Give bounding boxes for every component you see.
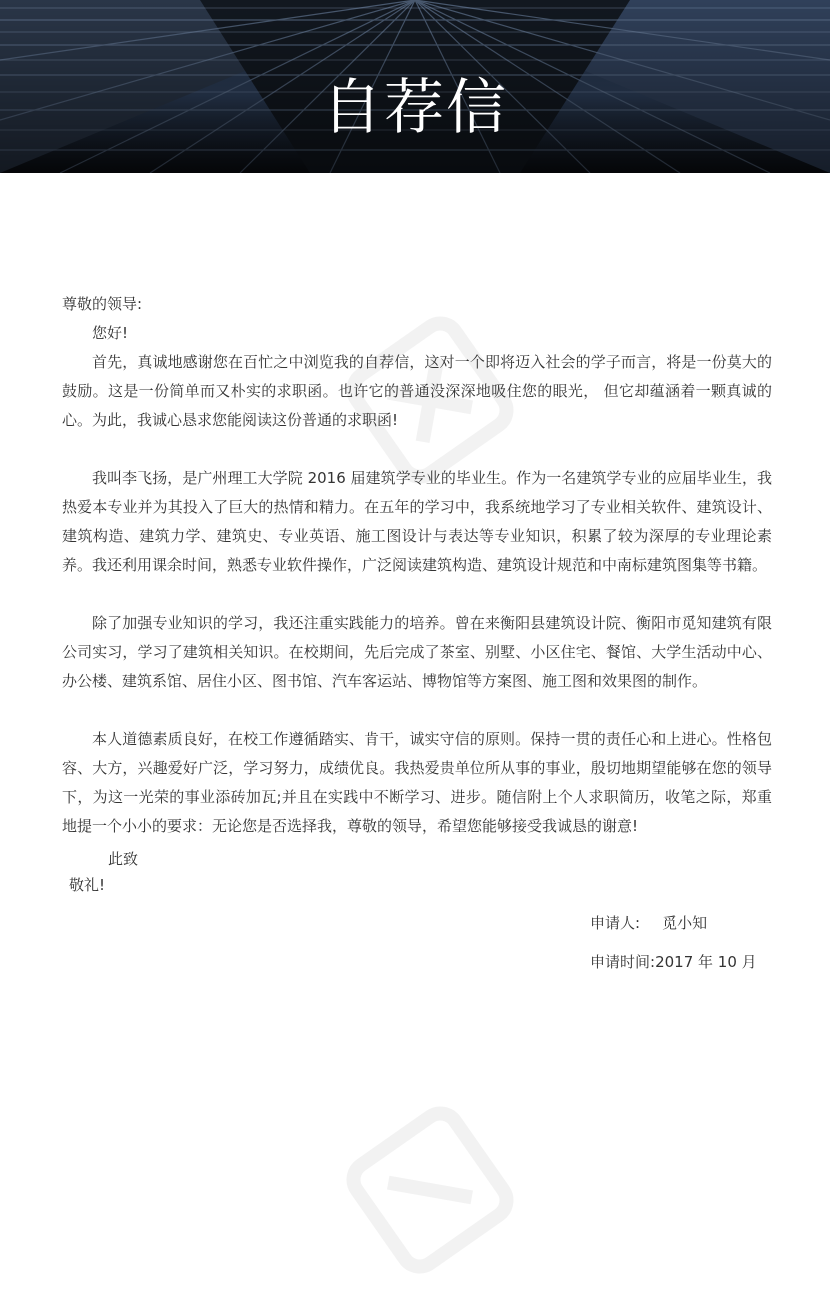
regards: 敬礼! xyxy=(69,876,106,894)
paragraph-2: 我叫李飞扬，是广州理工大学院 2016 届建筑学专业的毕业生。作为一名建筑学专业的应届毕业生，我热爱本专业并为其投入了巨大的热情和精力。在五年的学习中，我系统地学习了专业相关软件、建筑设计、建筑构造、建筑力学、建筑史、专业英语、施工图设计与表达等专业知识，积累了较为深厚的专业理论素养。我还利用课余时间，熟悉专业软件操作，广泛阅读建筑构造、建筑设计规范和中南标建筑图集等书籍。 xyxy=(62,469,772,574)
date-value: 2017 年 10 月 xyxy=(655,953,757,971)
paragraph-4: 本人道德素质良好，在校工作遵循踏实、肯干，诚实守信的原则。保持一贯的责任心和上进心。性格包容、大方，兴趣爱好广泛，学习努力，成绩优良。我热爱贵单位所从事的事业，殷切地期望能够在您的领导下，为这一光荣的事业添砖加瓦;并且在实践中不断学习、进步。随信附上个人求职简历，收笔之际，郑重地提一个小小的要求：无论您是否选择我，尊敬的领导，希望您能够接受我诚恳的谢意! xyxy=(62,730,772,835)
paragraph-3: 除了加强专业知识的学习，我还注重实践能力的培养。曾在来衡阳县建筑设计院、衡阳市觅知建筑有限公司实习，学习了建筑相关知识。在校期间，先后完成了茶室、别墅、小区住宅、餐馆、大学生活动中心、办公楼、建筑系馆、居住小区、图书馆、汽车客运站、博物馆等方案图、施工图和效果图的制作。 xyxy=(62,614,772,690)
watermark-icon xyxy=(330,1090,530,1290)
applicant-label: 申请人: xyxy=(590,914,641,932)
date-line xyxy=(590,948,757,977)
greeting: 您好! xyxy=(92,324,129,342)
applicant-line xyxy=(590,909,707,938)
applicant-name: 觅小知 xyxy=(662,914,708,932)
page-title: 自荐信 xyxy=(322,73,508,143)
salutation: 尊敬的领导: xyxy=(62,295,143,313)
closing: 此致 xyxy=(108,850,139,868)
date-label: 申请时间: xyxy=(590,953,656,971)
letter-body xyxy=(62,290,772,841)
paragraph-1: 首先，真诚地感谢您在百忙之中浏览我的自荐信，这对一个即将迈入社会的学子而言，将是一份莫大的鼓励。这是一份简单而又朴实的求职函。也许它的普通没深深地吸住您的眼光， 但它却蕴涵着一颗真诚的心。为此，我诚心恳求您能阅读这份普通的求职函! xyxy=(62,353,772,429)
header-banner xyxy=(0,0,830,173)
